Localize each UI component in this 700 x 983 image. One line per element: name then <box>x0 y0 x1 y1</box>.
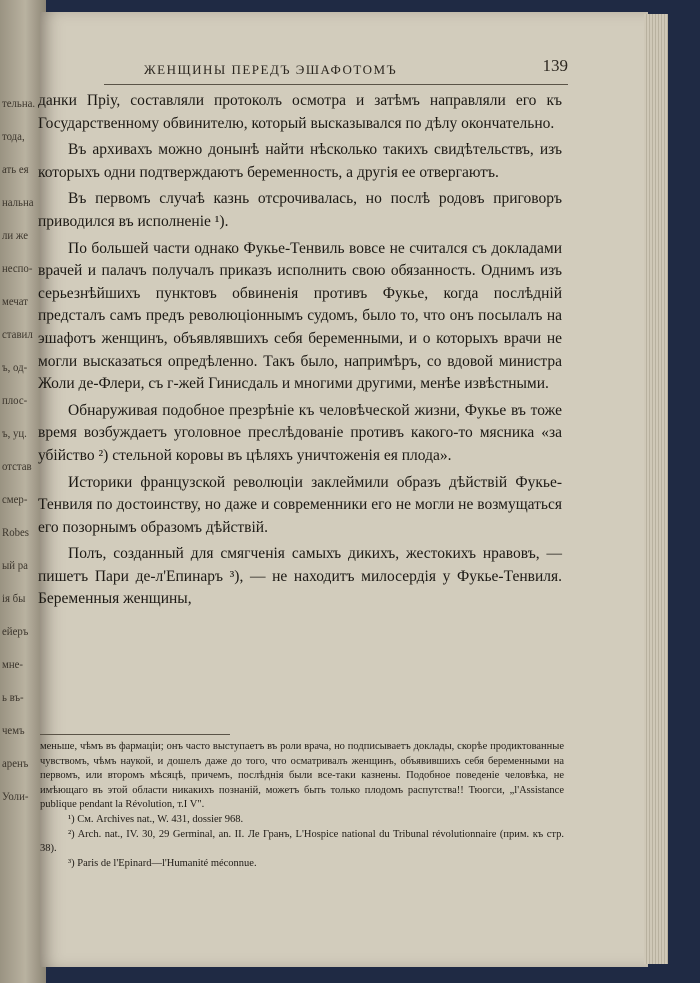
paragraph: Полъ, созданный для смягченія самыхъ дикихъ, жестокихъ нравовъ, — пишетъ Пари де-л'Епинаръ ³), — не находитъ милосердія у Фукье-Тенвиля. Беременныя женщины, <box>38 545 562 608</box>
paragraph: По большей части однако Фукье-Тенвиль вовсе не считался съ докладами врачей и палачъ получалъ приказъ исполнить свою обязанность. Однимъ изъ серьезнѣйшихъ пунктовъ обвиненія противъ Фукье, когда послѣдній предсталъ самъ предъ революціоннымъ судомъ, было то, что онъ посылалъ на эшафотъ женщинъ, объявлявшихъ себя беременными, и о которыхъ врачи не могли высказаться опредѣленно. Такъ было, напримѣръ, со вдовой министра Жоли де-Флери, съ г-жей Гинисдаль и многими другими, менѣе извѣстными. <box>38 239 562 393</box>
facing-page-fragment: Уоли- <box>2 789 29 803</box>
footnote-rule <box>40 734 230 735</box>
page-stack-edge <box>644 14 668 964</box>
paragraph: Историки французской революціи заклеймили образъ дѣйствій Фукье-Тенвиля по достоинству, но даже и современники его не могли не возмущаться его позорнымъ образомъ дѣйствій. <box>38 473 562 536</box>
paragraph: Въ первомъ случаѣ казнь отсрочивалась, но послѣ родовъ приговоръ приводился въ исполненіе ¹). <box>38 190 562 230</box>
facing-page-fragment: ъ, од- <box>2 360 28 374</box>
page-number: 139 <box>542 56 568 75</box>
facing-page-fragment: ставил <box>2 327 33 341</box>
footnote: меньше, чѣмъ въ фармаціи; онъ часто выступаетъ въ роли врача, но подписываетъ доклады, скорѣе продиктованные чувствомъ, чѣмъ наукой, и дошелъ даже до того, что осматривалъ женщинъ, объявившихъ себя беременными на первомъ, или второмъ мѣсяцѣ, причемъ, послѣднія были все-таки казнены. Подобное поведеніе человѣка, не имѣющаго въ этой области никакихъ познаній, можетъ быть только плодомъ распутства!! Тюогси, „l'Assistance publique pendant la Révolution, т.I V". <box>40 741 564 811</box>
facing-page-fragment: смер- <box>2 492 28 506</box>
facing-page-fragment: ь въ- <box>2 690 24 704</box>
running-title: ЖЕНЩИНЫ ПЕРЕДЪ ЭШАФОТОМЪ <box>144 62 398 77</box>
main-text <box>38 90 562 615</box>
facing-page-fragment: ый ра <box>2 558 28 572</box>
facing-page-fragment: Robes <box>2 525 29 539</box>
facing-page-fragment: тода, <box>2 129 25 143</box>
facing-page-fragment: ія бы <box>2 591 26 605</box>
footnote: ³) Paris de l'Epinard—l'Humanité méconnue. <box>68 857 257 869</box>
paragraph: Обнаруживая подобное презрѣніе къ человѣческой жизни, Фукье въ тоже время возбуждаетъ уголовное преслѣдованіе противъ какого-то мясника «за убійство ²) стельной коровы въ цѣляхъ уничтоженія ея плода». <box>38 401 562 464</box>
facing-page-fragment: плос- <box>2 393 28 407</box>
facing-page-fragment: тельна. <box>2 96 36 110</box>
facing-page-fragment: ейеръ <box>2 624 29 638</box>
facing-page-fragment: неспо- <box>2 261 33 275</box>
facing-page-fragment: нальна <box>2 195 34 209</box>
paragraph: данки Пріу, составляли протоколъ осмотра и затѣмъ направляли его къ Государственному обвинителю, который высказывался по дѣлу окончательно. <box>38 92 562 132</box>
facing-page-fragment: чемъ <box>2 723 25 737</box>
footnote: ¹) См. Archives nat., W. 431, dossier 968. <box>68 813 244 825</box>
footnotes <box>40 740 564 871</box>
facing-page-fragment: отстав <box>2 459 32 473</box>
facing-page-fragment: мечат <box>2 294 29 308</box>
running-header <box>104 58 568 85</box>
facing-page-fragment: мне- <box>2 657 24 671</box>
facing-page-fragment: ъ, уц. <box>2 426 27 440</box>
facing-page-fragment: ать ея <box>2 162 29 176</box>
facing-page-fragment: аренъ <box>2 756 29 770</box>
facing-page-fragment: ли же <box>2 228 28 242</box>
footnote: ²) Arch. nat., IV. 30, 29 Germinal, an. II. Ле Гранъ, L'Hospice national du Tribunal révolutionnaire (прим. къ стр. 38). <box>40 828 564 855</box>
paragraph: Въ архивахъ можно донынѣ найти нѣсколько такихъ свидѣтельствъ, изъ которыхъ одни подтверждаютъ беременность, а другія ее отвергаютъ. <box>38 141 562 181</box>
